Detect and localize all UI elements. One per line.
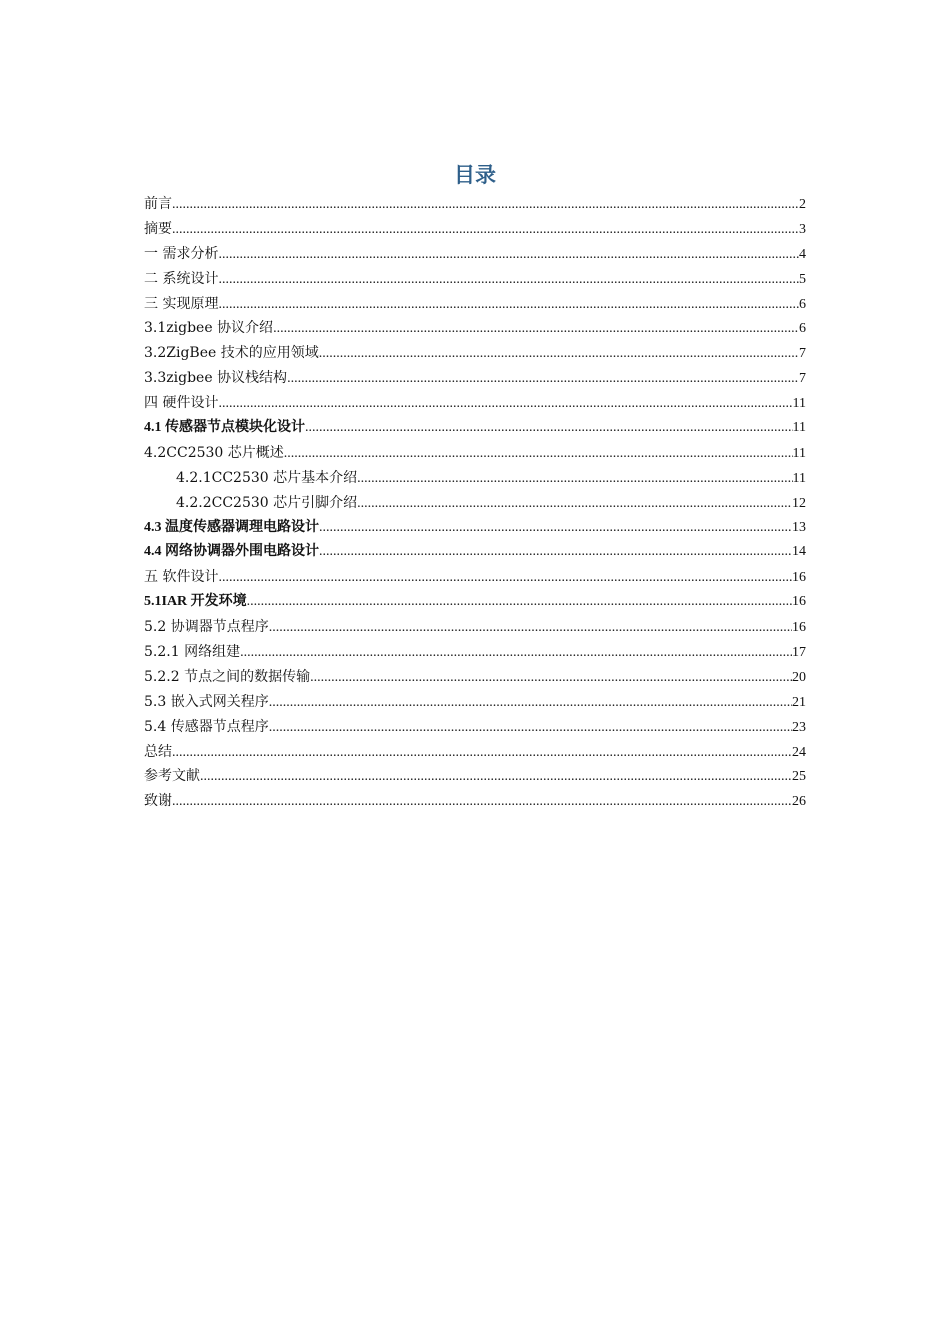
toc-leader-dots bbox=[273, 317, 799, 342]
toc-entry-page: 20 bbox=[792, 669, 806, 685]
toc-entry-page: 6 bbox=[799, 296, 806, 312]
toc-entry[interactable] bbox=[144, 715, 806, 740]
toc-entry-label: 4.1 传感器节点模块化设计 bbox=[144, 420, 305, 436]
toc-entry[interactable] bbox=[144, 192, 806, 217]
toc-entry-page: 14 bbox=[792, 544, 806, 560]
toc-entry-page: 5 bbox=[799, 271, 806, 287]
toc-entry[interactable] bbox=[144, 316, 806, 341]
toc-entry[interactable] bbox=[144, 516, 806, 541]
toc-entry-label: 前言 bbox=[144, 196, 172, 212]
toc-entry-page: 3 bbox=[799, 221, 806, 237]
toc-entry-page: 11 bbox=[792, 420, 806, 436]
toc-entry-page: 17 bbox=[792, 645, 806, 661]
toc-entry-label: 3.3zigbee 协议栈结构 bbox=[144, 370, 288, 387]
toc-entry[interactable] bbox=[144, 491, 806, 516]
toc-leader-dots bbox=[284, 442, 793, 467]
toc-entry-label: 5.2 协调器节点程序 bbox=[144, 619, 269, 636]
toc-entry-page: 12 bbox=[792, 495, 806, 511]
toc-entry[interactable] bbox=[144, 764, 806, 789]
toc-entry-label: 3.2ZigBee 技术的应用领域 bbox=[144, 345, 319, 362]
toc-entry-label: 四 硬件设计 bbox=[144, 395, 219, 412]
toc-leader-dots bbox=[172, 218, 799, 243]
toc-entry-page: 7 bbox=[799, 346, 806, 362]
toc-entry-page: 16 bbox=[792, 620, 806, 636]
toc-entry-page: 11 bbox=[792, 445, 806, 461]
toc-leader-dots bbox=[218, 243, 799, 268]
toc-entry-label: 4.2.1CC2530 芯片基本介绍 bbox=[176, 469, 358, 486]
toc-entry-label: 5.2.1 网络组建 bbox=[144, 644, 241, 661]
toc-leader-dots bbox=[287, 367, 799, 392]
toc-entry[interactable] bbox=[144, 242, 806, 267]
toc-leader-dots bbox=[305, 416, 793, 441]
toc-leader-dots bbox=[247, 590, 792, 615]
toc-entry-page: 23 bbox=[792, 719, 806, 735]
toc-leader-dots bbox=[269, 616, 792, 641]
toc-entry[interactable] bbox=[144, 441, 806, 466]
toc-entry[interactable] bbox=[144, 540, 806, 565]
toc-leader-dots bbox=[218, 566, 792, 591]
toc-entry-label: 5.2.2 节点之间的数据传输 bbox=[144, 668, 311, 685]
toc-entry-label: 4.2.2CC2530 芯片引脚介绍 bbox=[176, 494, 358, 511]
toc-entry-page: 11 bbox=[792, 470, 806, 486]
toc-leader-dots bbox=[319, 516, 792, 541]
toc-entry[interactable] bbox=[144, 565, 806, 590]
toc-entry-page: 4 bbox=[799, 246, 806, 262]
toc-entry[interactable] bbox=[144, 366, 806, 391]
toc-entry[interactable] bbox=[144, 466, 806, 491]
toc-leader-dots bbox=[218, 392, 792, 417]
toc-entry[interactable] bbox=[144, 740, 806, 765]
toc-entry[interactable] bbox=[144, 416, 806, 441]
toc-entry-label: 4.3 温度传感器调理电路设计 bbox=[144, 519, 319, 535]
toc-title: 目录 bbox=[454, 163, 496, 187]
toc-entry-label: 二 系统设计 bbox=[144, 270, 219, 287]
toc-entry-label: 5.3 嵌入式网关程序 bbox=[144, 693, 269, 710]
toc-leader-dots bbox=[310, 666, 792, 691]
toc-entry-label: 三 实现原理 bbox=[144, 295, 219, 312]
toc-leader-dots bbox=[357, 492, 792, 517]
toc-entry-label: 一 需求分析 bbox=[144, 245, 219, 262]
toc-entry-page: 21 bbox=[792, 694, 806, 710]
toc-entry-label: 4.4 网络协调器外围电路设计 bbox=[144, 544, 319, 560]
toc-entry-page: 25 bbox=[792, 769, 806, 785]
toc-leader-dots bbox=[269, 716, 792, 741]
toc-leader-dots bbox=[172, 741, 792, 766]
toc-leader-dots bbox=[200, 765, 792, 790]
toc-leader-dots bbox=[240, 641, 792, 666]
toc-entry[interactable] bbox=[144, 665, 806, 690]
toc-leader-dots bbox=[218, 268, 799, 293]
toc-entry[interactable] bbox=[144, 789, 806, 814]
toc-entry-page: 24 bbox=[792, 744, 806, 760]
toc-entry[interactable] bbox=[144, 292, 806, 317]
toc-leader-dots bbox=[172, 193, 799, 218]
toc-entry-label: 3.1zigbee 协议介绍 bbox=[144, 320, 274, 337]
toc-leader-dots bbox=[269, 691, 792, 716]
toc-leader-dots bbox=[357, 467, 792, 492]
toc-entry-page: 7 bbox=[799, 371, 806, 387]
toc-entry[interactable] bbox=[144, 590, 806, 615]
toc-entry-label: 4.2CC2530 芯片概述 bbox=[144, 444, 284, 461]
toc-entry-page: 11 bbox=[792, 396, 806, 412]
toc-entry-page: 16 bbox=[792, 594, 806, 610]
toc-leader-dots bbox=[172, 790, 792, 815]
toc-entry[interactable] bbox=[144, 217, 806, 242]
toc-entry[interactable] bbox=[144, 640, 806, 665]
toc-entry-label: 五 软件设计 bbox=[144, 569, 219, 586]
toc-entry-page: 2 bbox=[799, 197, 806, 212]
toc-entry[interactable] bbox=[144, 615, 806, 640]
toc-entry[interactable] bbox=[144, 690, 806, 715]
toc-leader-dots bbox=[319, 342, 799, 367]
toc-entry-label: 总结 bbox=[144, 743, 172, 760]
toc-entry-label: 致谢 bbox=[144, 793, 172, 810]
toc-entry-label: 摘要 bbox=[144, 220, 172, 237]
toc-leader-dots bbox=[319, 540, 792, 565]
toc-entry-label: 参考文献 bbox=[144, 768, 200, 785]
toc-entry-page: 26 bbox=[792, 794, 806, 810]
toc-entry-page: 13 bbox=[792, 519, 806, 535]
toc-entry-label: 5.4 传感器节点程序 bbox=[144, 718, 269, 735]
toc-entry-page: 6 bbox=[799, 321, 806, 337]
toc-entry[interactable] bbox=[144, 391, 806, 416]
toc-entry-label: 5.1IAR 开发环境 bbox=[144, 594, 247, 610]
toc-leader-dots bbox=[218, 293, 799, 318]
toc-entry-page: 16 bbox=[792, 570, 806, 586]
toc-list bbox=[144, 192, 806, 814]
toc-entry[interactable] bbox=[144, 267, 806, 292]
toc-entry[interactable] bbox=[144, 341, 806, 366]
